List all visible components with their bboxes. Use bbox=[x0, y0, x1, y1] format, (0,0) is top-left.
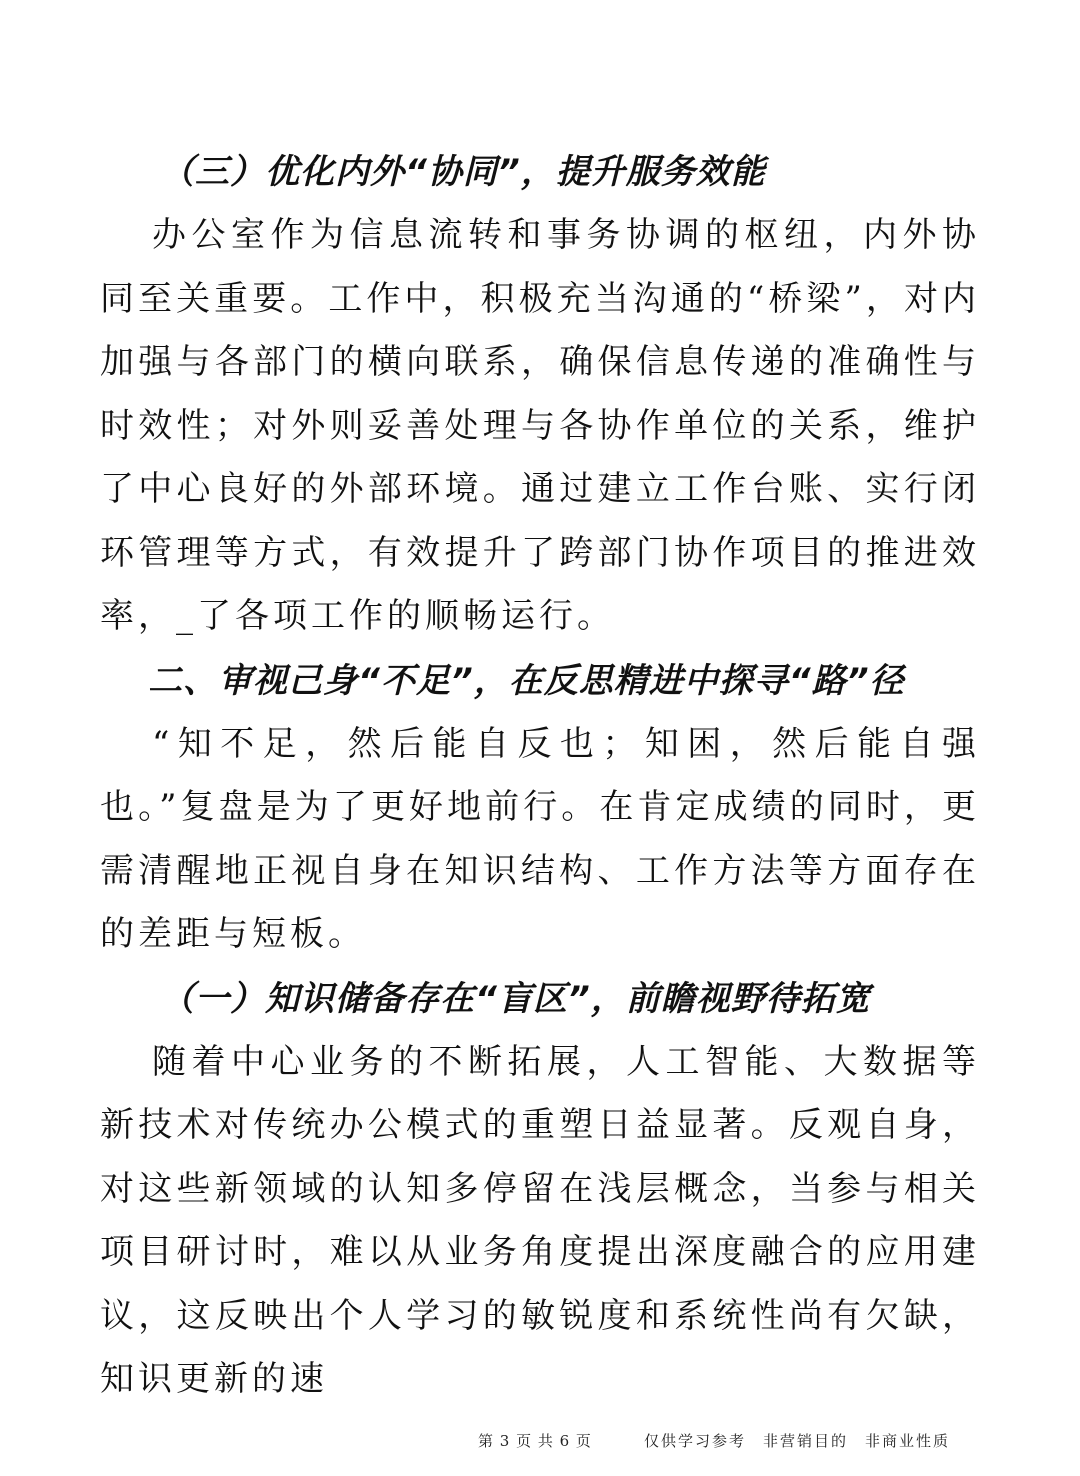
paragraph-reflection: “知不足，然后能自反也；知困，然后能自强也。”复盘是为了更好地前行。在肯定成绩的同时，更需清醒地正视自身在知识结构、工作方法等方面存在的差距与短板。 bbox=[100, 723, 980, 954]
paragraph-knowledge: 随着中心业务的不断拓展，人工智能、大数据等新技术对传统办公模式的重塑日益显著。反观自身，对这些新领域的认知多停留在浅层概念，当参与相关项目研讨时，难以从业务角度提出深度融合的应用建议，这反映出个人学习的敏锐度和系统性尚有欠缺，知识更新的速 bbox=[100, 1041, 980, 1399]
document-body bbox=[100, 140, 980, 1412]
section-heading-optimize-coordination: （三）优化内外“协同”，提升服务效能 bbox=[160, 152, 766, 192]
section-heading-knowledge-gap: （一）知识储备存在“盲区”，前瞻视野待拓宽 bbox=[160, 978, 871, 1019]
page-footer bbox=[478, 1429, 998, 1453]
page-number: 第 3 页 共 6 页 bbox=[478, 1432, 592, 1450]
section-heading-shortcomings: 二、审视己身“不足”，在反思精进中探寻“路”径 bbox=[148, 660, 905, 701]
usage-notice: 仅供学习参考 非营销目的 非商业性质 bbox=[643, 1432, 950, 1450]
paragraph-coordination: 办公室作为信息流转和事务协调的枢纽，内外协同至关重要。工作中，积极充当沟通的“桥梁”，对内加强与各部门的横向联系，确保信息传递的准确性与时效性；对外则妥善处理与各协作单位的关系，维护了中心良好的外部环境。通过建立工作台账、实行闭环管理等方式，有效提升了跨部门协作项目的推进效率，_了各项工作的顺畅运行。 bbox=[100, 215, 980, 636]
